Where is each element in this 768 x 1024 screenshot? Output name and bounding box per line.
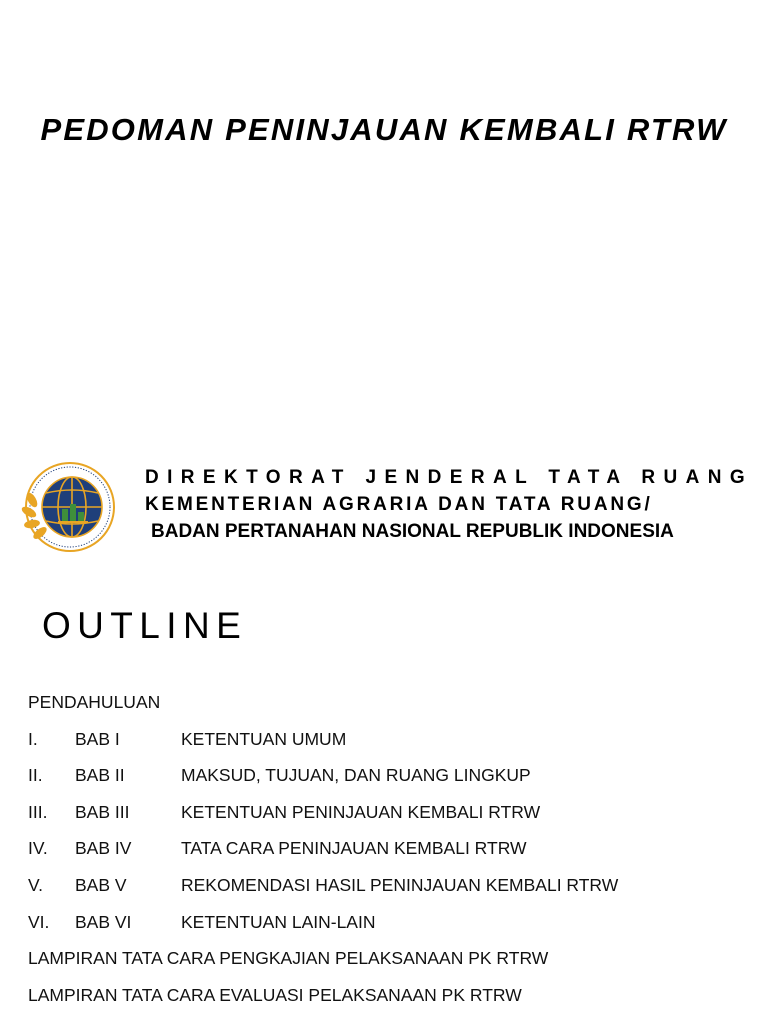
chapter-title: MAKSUD, TUJUAN, DAN RUANG LINGKUP <box>181 765 531 786</box>
chapter-bab: BAB VI <box>75 911 132 932</box>
appendix-title: LAMPIRAN TATA CARA EVALUASI PELAKSANAAN PK RTRW <box>28 984 522 1005</box>
table-of-contents <box>28 684 748 1013</box>
chapter-bab: BAB I <box>75 728 120 749</box>
toc-chapter <box>28 867 748 904</box>
chapter-number: III. <box>28 801 48 822</box>
chapter-bab: BAB V <box>75 874 127 895</box>
chapter-number: I. <box>28 728 38 749</box>
chapter-number: IV. <box>28 838 48 859</box>
chapter-title: REKOMENDASI HASIL PENINJAUAN KEMBALI RTRW <box>181 874 619 895</box>
page-title: PEDOMAN PENINJAUAN KEMBALI RTRW <box>40 112 728 147</box>
toc-appendix <box>28 940 748 977</box>
org-line-agency: BADAN PERTANAHAN NASIONAL REPUBLIK INDONESIA <box>151 521 674 542</box>
chapter-title: KETENTUAN LAIN-LAIN <box>181 911 376 932</box>
toc-chapter <box>28 830 748 867</box>
toc-appendix <box>28 977 748 1014</box>
chapter-bab: BAB III <box>75 801 130 822</box>
toc-chapter <box>28 794 748 831</box>
organization-block <box>145 464 754 545</box>
chapter-bab: BAB II <box>75 765 125 786</box>
chapter-title: TATA CARA PENINJAUAN KEMBALI RTRW <box>181 838 527 859</box>
kementerian-atr-bpn-logo-icon <box>20 460 118 556</box>
toc-chapter <box>28 757 748 794</box>
toc-chapter <box>28 904 748 941</box>
chapter-title: KETENTUAN PENINJAUAN KEMBALI RTRW <box>181 801 541 822</box>
toc-intro-label: PENDAHULUAN <box>28 692 161 712</box>
chapter-title: KETENTUAN UMUM <box>181 728 347 749</box>
chapter-bab: BAB IV <box>75 838 132 859</box>
toc-intro <box>28 684 748 721</box>
appendix-title: LAMPIRAN TATA CARA PENGKAJIAN PELAKSANAAN PK RTRW <box>28 948 549 969</box>
org-line-directorate: DIREKTORAT JENDERAL TATA RUANG <box>145 467 754 488</box>
org-line-ministry: KEMENTERIAN AGRARIA DAN TATA RUANG/ <box>145 494 653 515</box>
outline-heading: OUTLINE <box>42 605 248 646</box>
chapter-number: VI. <box>28 911 50 932</box>
chapter-number: V. <box>28 874 43 895</box>
toc-chapter <box>28 721 748 758</box>
chapter-number: II. <box>28 765 43 786</box>
